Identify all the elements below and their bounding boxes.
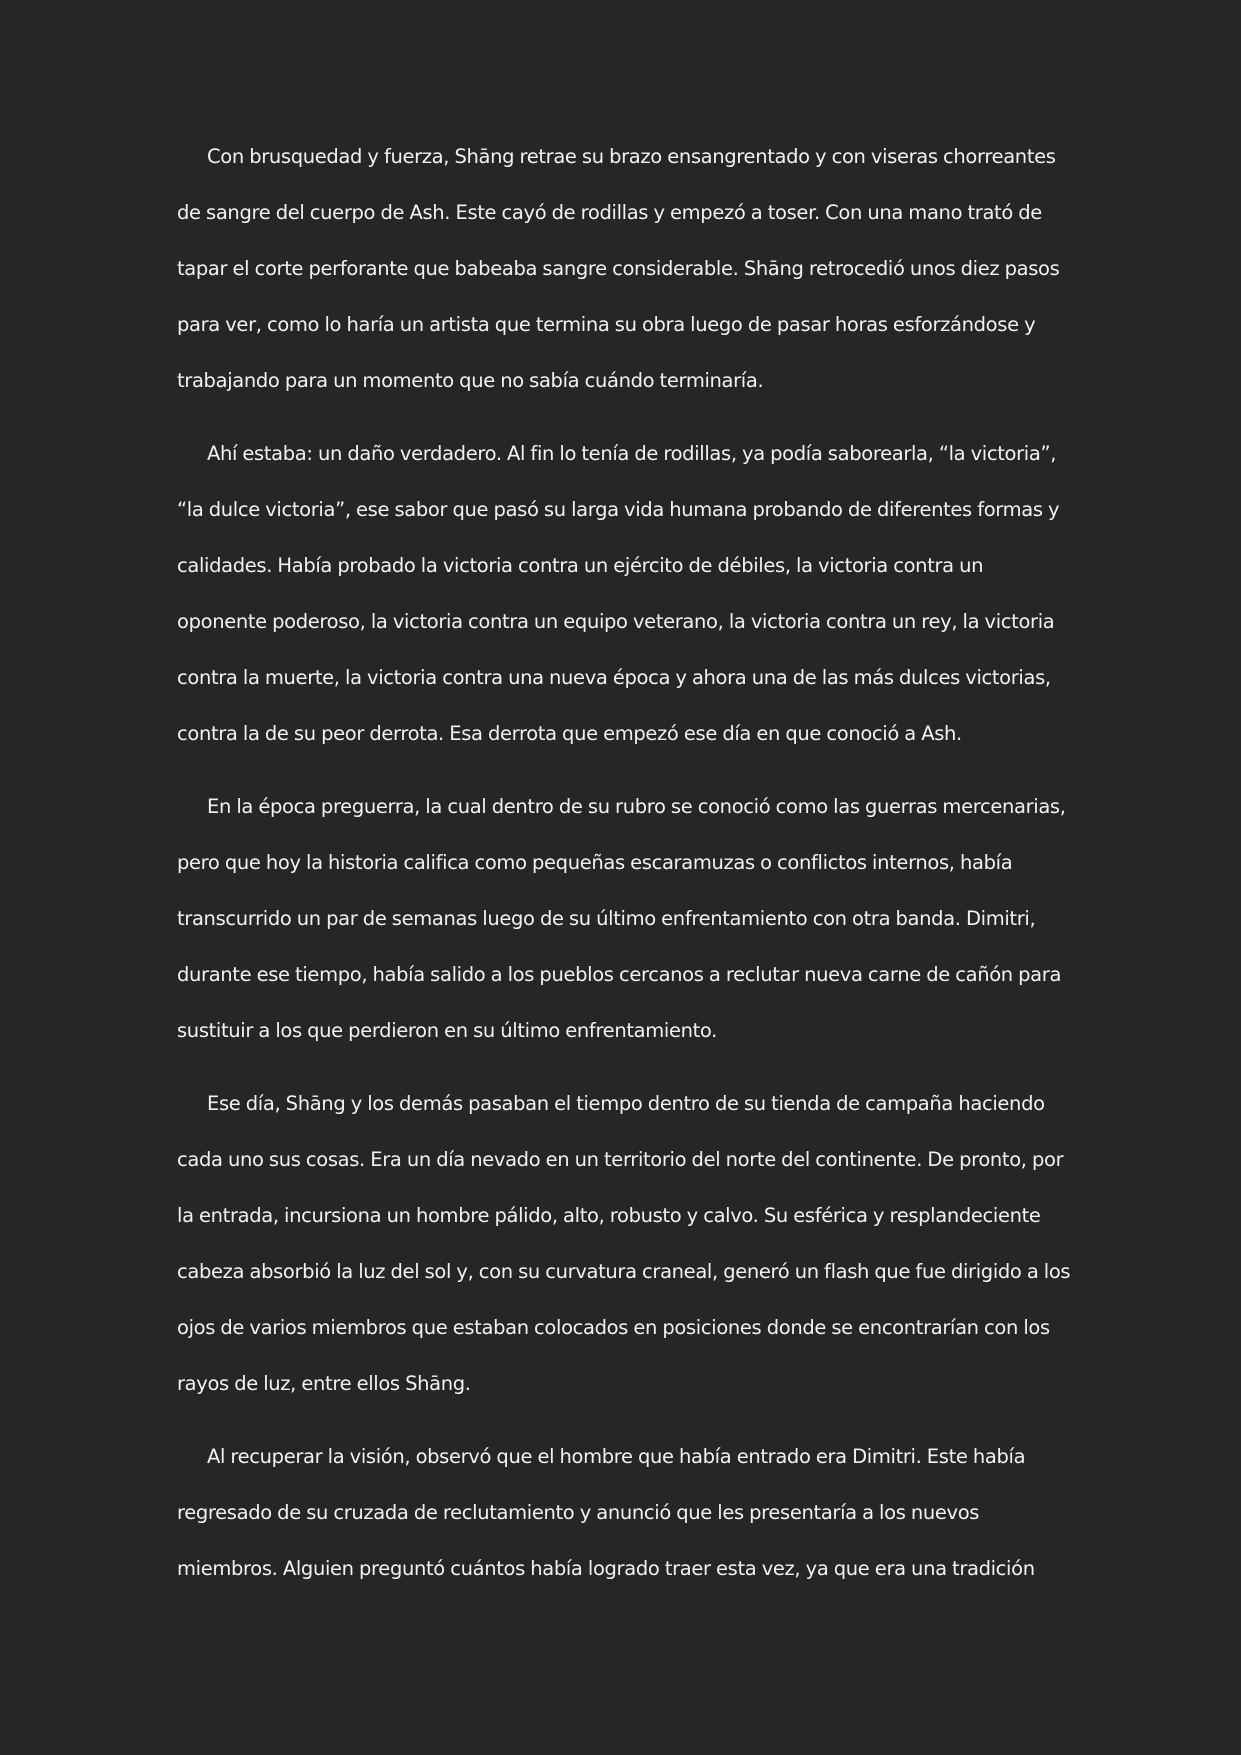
paragraph-4 [177,1091,1071,1427]
text-line: calidades. Había probado la victoria contra un ejército de débiles, la victoria contra un [177,554,984,577]
text-line: Ahí estaba: un daño verdadero. Al fin lo tenía de rodillas, ya podía saborearla, “la victoria”, [207,442,1057,465]
text-line: sustituir a los que perdieron en su último enfrentamiento. [177,1019,717,1042]
text-line: durante ese tiempo, había salido a los pueblos cercanos a reclutar nueva carne de cañón para [177,963,1062,986]
paragraph-5 [177,1444,1067,1612]
text-line: pero que hoy la historia califica como pequeñas escaramuzas o conflictos internos, había [177,851,1013,874]
text-line: para ver, como lo haría un artista que termina su obra luego de pasar horas esforzándose y [177,313,1036,336]
text-line: contra la de su peor derrota. Esa derrota que empezó ese día en que conoció a Ash. [177,722,962,745]
text-line: trabajando para un momento que no sabía cuándo terminaría. [177,369,764,392]
text-line: la entrada, incursiona un hombre pálido, alto, robusto y calvo. Su esférica y resplandeciente [177,1204,1041,1227]
paragraph-3 [177,794,1067,1074]
text-line: ojos de varios miembros que estaban colocados en posiciones donde se encontrarían con los [177,1316,1050,1339]
text-line: cada uno sus cosas. Era un día nevado en un territorio del norte del continente. De pronto, por [177,1148,1064,1171]
text-line: tapar el corte perforante que babeaba sangre considerable. Shāng retrocedió unos diez pasos [177,257,1060,280]
text-line: miembros. Alguien preguntó cuántos había logrado traer esta vez, ya que era una tradición [177,1557,1035,1580]
text-line: cabeza absorbió la luz del sol y, con su curvatura craneal, generó un flash que fue dirigido a los [177,1260,1071,1283]
document-body [177,144,1071,1612]
text-line: rayos de luz, entre ellos Shāng. [177,1372,471,1395]
text-line: oponente poderoso, la victoria contra un equipo veterano, la victoria contra un rey, la victoria [177,610,1055,633]
text-line: transcurrido un par de semanas luego de su último enfrentamiento con otra banda. Dimitri, [177,907,1036,930]
text-line: En la época preguerra, la cual dentro de su rubro se conoció como las guerras mercenarias, [207,795,1066,818]
text-line: Al recuperar la visión, observó que el hombre que había entrado era Dimitri. Este había [207,1445,1026,1468]
text-line: contra la muerte, la victoria contra una nueva época y ahora una de las más dulces victorias, [177,666,1051,689]
paragraph-2 [177,441,1067,777]
text-line: Ese día, Shāng y los demás pasaban el tiempo dentro de su tienda de campaña haciendo [207,1092,1045,1115]
text-line: de sangre del cuerpo de Ash. Este cayó de rodillas y empezó a toser. Con una mano trató de [177,201,1042,224]
text-line: Con brusquedad y fuerza, Shāng retrae su brazo ensangrentado y con viseras chorreantes [207,145,1056,168]
paragraph-1 [177,144,1067,424]
text-line: regresado de su cruzada de reclutamiento y anunció que les presentaría a los nuevos [177,1501,980,1524]
text-line: “la dulce victoria”, ese sabor que pasó su larga vida humana probando de diferentes formas y [177,498,1060,521]
